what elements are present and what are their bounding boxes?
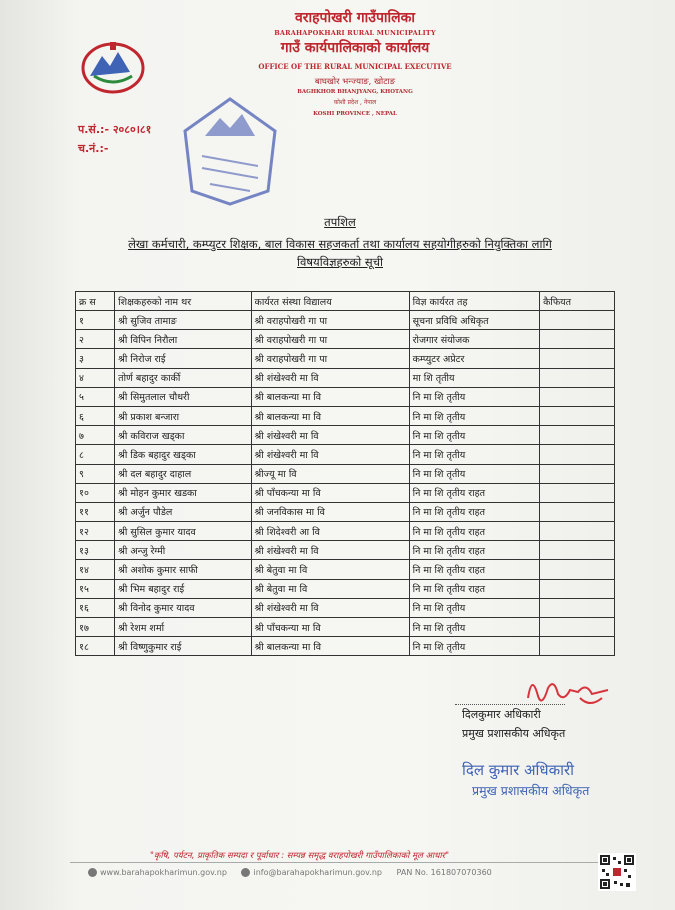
cell-remarks (540, 330, 615, 349)
cell-name: श्री दल बहादुर दाहाल (115, 464, 251, 483)
cell-level: नि मा शि तृतीय राहत (409, 579, 539, 598)
cell-remarks (540, 406, 615, 425)
column-header-level: विज्ञ कार्यरत तह (409, 292, 539, 311)
website-link[interactable]: www.barahapokharimun.gov.np (100, 868, 227, 877)
office-seal-icon (180, 96, 280, 206)
table-row (76, 387, 615, 406)
email-icon (241, 868, 250, 877)
cell-serial: ५ (76, 387, 115, 406)
cell-name: श्री विपिन निरौला (115, 330, 251, 349)
expert-list-table (75, 291, 615, 656)
cell-name: श्री अशोक कुमार साफी (115, 560, 251, 579)
table-row (76, 522, 615, 541)
cell-institution: श्री बालकन्या मा वि (251, 406, 409, 425)
table-row (76, 368, 615, 387)
cell-remarks (540, 368, 615, 387)
cell-serial: १५ (76, 579, 115, 598)
signatory-name: दिलकुमार अधिकारी (462, 708, 541, 721)
cell-remarks (540, 483, 615, 502)
cell-level: नि मा शि तृतीय राहत (409, 541, 539, 560)
dispatch-number: च.नं.:- (78, 142, 109, 155)
table-row (76, 502, 615, 521)
cell-institution: श्री शंखेश्वरी मा वि (251, 598, 409, 617)
cell-level: नि मा शि तृतीय (409, 387, 539, 406)
cell-level: मा शि तृतीय (409, 368, 539, 387)
table-row (76, 330, 615, 349)
cell-serial: १७ (76, 618, 115, 637)
cell-remarks (540, 522, 615, 541)
table-row (76, 426, 615, 445)
table-row (76, 464, 615, 483)
cell-institution: श्री शंखेश्वरी मा वि (251, 368, 409, 387)
cell-serial: १६ (76, 598, 115, 617)
table-row (76, 406, 615, 425)
table-row (76, 311, 615, 330)
cell-institution: श्री पाँचकन्या मा वि (251, 483, 409, 502)
table-row (76, 598, 615, 617)
cell-serial: १४ (76, 560, 115, 579)
cell-name: श्री विष्णुकुमार राई (115, 637, 251, 656)
province-np: कोशी प्रदेश , नेपाल (333, 99, 377, 106)
column-header-institution: कार्यरत संस्था विद्यालय (251, 292, 409, 311)
cell-level: नि मा शि तृतीय राहत (409, 502, 539, 521)
cell-name: श्री सिमुतलाल चौधरी (115, 387, 251, 406)
cell-institution: श्री शंखेश्वरी मा वि (251, 426, 409, 445)
cell-institution: श्रीज्यू मा वि (251, 464, 409, 483)
office-name-np: गाउँ कार्यपालिकाको कार्यालय (280, 40, 430, 56)
cell-level: नि मा शि तृतीय (409, 445, 539, 464)
cell-remarks (540, 387, 615, 406)
pan-number: PAN No. 161807070360 (396, 868, 492, 877)
cell-institution: श्री बेतुवा मा वि (251, 579, 409, 598)
letter-number: प.सं.:- २०८०।८१ (78, 123, 152, 136)
cell-level: नि मा शि तृतीय राहत (409, 560, 539, 579)
cell-remarks (540, 445, 615, 464)
cell-name: श्री सुसिल कुमार यादव (115, 522, 251, 541)
cell-serial: १२ (76, 522, 115, 541)
cell-name: श्री विनोद कुमार यादव (115, 598, 251, 617)
email-item (241, 868, 382, 877)
cell-name: श्री कविराज खड्का (115, 426, 251, 445)
cell-serial: ११ (76, 502, 115, 521)
footer-motto: "कृषि, पर्यटन, प्राकृतिक सम्पदा र पूर्वाधार : सम्पन्न समृद्ध वराहपोखरी गाउँपालिकाको मूल आधार" (150, 851, 450, 861)
cell-institution: श्री शंखेश्वरी मा वि (251, 541, 409, 560)
table-row (76, 349, 615, 368)
cell-remarks (540, 637, 615, 656)
table-row (76, 560, 615, 579)
cell-remarks (540, 560, 615, 579)
cell-level: नि मा शि तृतीय (409, 426, 539, 445)
cell-serial: १३ (76, 541, 115, 560)
office-name-en: OFFICE OF THE RURAL MUNICIPAL EXECUTIVE (258, 62, 452, 71)
table-row (76, 445, 615, 464)
table-row (76, 541, 615, 560)
table-header-row (76, 292, 615, 311)
footer-contact (88, 868, 504, 877)
province-en: KOSHI PROVINCE , NEPAL (313, 111, 397, 117)
cell-serial: ३ (76, 349, 115, 368)
cell-serial: ८ (76, 445, 115, 464)
cell-name: श्री अर्जुन पौडेल (115, 502, 251, 521)
cell-institution: श्री बेतुवा मा वि (251, 560, 409, 579)
cell-institution: श्री वराहपोखरी गा पा (251, 349, 409, 368)
cell-serial: २ (76, 330, 115, 349)
qr-code-icon (598, 853, 636, 891)
cell-serial: ९ (76, 464, 115, 483)
government-emblem-icon (80, 38, 146, 94)
cell-remarks (540, 311, 615, 330)
cell-institution: श्री जनविकास मा वि (251, 502, 409, 521)
cell-level: सूचना प्रविधि अधिकृत (409, 311, 539, 330)
column-header-serial: क्र स (76, 292, 115, 311)
cell-name: श्री मोहन कुमार खडका (115, 483, 251, 502)
cell-name: तोर्ण बहादुर कार्की (115, 368, 251, 387)
table-row (76, 483, 615, 502)
cell-name: श्री निरोज राई (115, 349, 251, 368)
table-row (76, 579, 615, 598)
cell-institution: श्री बालकन्या मा वि (251, 387, 409, 406)
cell-name: श्री भिम बहादुर राई (115, 579, 251, 598)
cell-remarks (540, 426, 615, 445)
address-np: बाघखोर भन्ज्याङ, खोटाङ (314, 77, 396, 87)
cell-serial: ६ (76, 406, 115, 425)
address-en: BAGHKHOR BHANJYANG, KHOTANG (297, 89, 413, 95)
cell-level: नि मा शि तृतीय (409, 637, 539, 656)
cell-institution: श्री शंखेश्वरी मा वि (251, 445, 409, 464)
document-subject-line-2: विषयविज्ञहरुको सूची (297, 255, 383, 269)
cell-remarks (540, 502, 615, 521)
cell-remarks (540, 541, 615, 560)
cell-name: श्री प्रकाश बन्जारा (115, 406, 251, 425)
cell-remarks (540, 579, 615, 598)
globe-icon (88, 868, 97, 877)
cell-remarks (540, 464, 615, 483)
name-stamp: दिल कुमार अधिकारी (462, 761, 575, 779)
cell-institution: श्री पाँचकन्या मा वि (251, 618, 409, 637)
cell-serial: १८ (76, 637, 115, 656)
email-link[interactable]: info@barahapokharimun.gov.np (253, 868, 382, 877)
cell-name: श्री अन्जु रेग्मी (115, 541, 251, 560)
cell-remarks (540, 618, 615, 637)
document-heading: तपशिल (324, 215, 356, 229)
cell-remarks (540, 349, 615, 368)
cell-remarks (540, 598, 615, 617)
post-stamp: प्रमुख प्रशासकीय अधिकृत (472, 783, 590, 798)
cell-level: नि मा शि तृतीय (409, 406, 539, 425)
cell-name: श्री रेशम शर्मा (115, 618, 251, 637)
cell-serial: १० (76, 483, 115, 502)
table-row (76, 637, 615, 656)
document-subject-line-1: लेखा कर्मचारी, कम्प्युटर शिक्षक, बाल विकास सहजकर्ता तथा कार्यालय सहयोगीहरुको नियुक्तिका लागि (128, 237, 552, 251)
cell-institution: श्री बालकन्या मा वि (251, 637, 409, 656)
cell-serial: १ (76, 311, 115, 330)
column-header-name: शिक्षकहरुको नाम थर (115, 292, 251, 311)
cell-level: नि मा शि तृतीय राहत (409, 522, 539, 541)
signatory-post: प्रमुख प्रशासकीय अधिकृत (462, 727, 566, 740)
municipality-name-en: BARAHAPOKHARI RURAL MUNICIPALITY (274, 29, 436, 37)
cell-level: नि मा शि तृतीय (409, 464, 539, 483)
column-header-remarks: कैफियत (540, 292, 615, 311)
table-row (76, 618, 615, 637)
cell-level: नि मा शि तृतीय (409, 598, 539, 617)
cell-name: श्री डिक बहादुर खड्का (115, 445, 251, 464)
cell-institution: श्री वराहपोखरी गा पा (251, 330, 409, 349)
cell-level: नि मा शि तृतीय राहत (409, 483, 539, 502)
cell-institution: श्री वराहपोखरी गा पा (251, 311, 409, 330)
cell-serial: ७ (76, 426, 115, 445)
cell-institution: श्री शिदेश्वरी आ वि (251, 522, 409, 541)
cell-level: नि मा शि तृतीय (409, 618, 539, 637)
municipality-name-np: वराहपोखरी गाउँपालिका (294, 10, 416, 26)
website-item (88, 868, 227, 877)
cell-name: श्री सुजिव तामाङ (115, 311, 251, 330)
footer-divider (70, 862, 600, 863)
cell-serial: ४ (76, 368, 115, 387)
cell-level: कम्प्युटर अप्रेटर (409, 349, 539, 368)
cell-level: रोजगार संयोजक (409, 330, 539, 349)
